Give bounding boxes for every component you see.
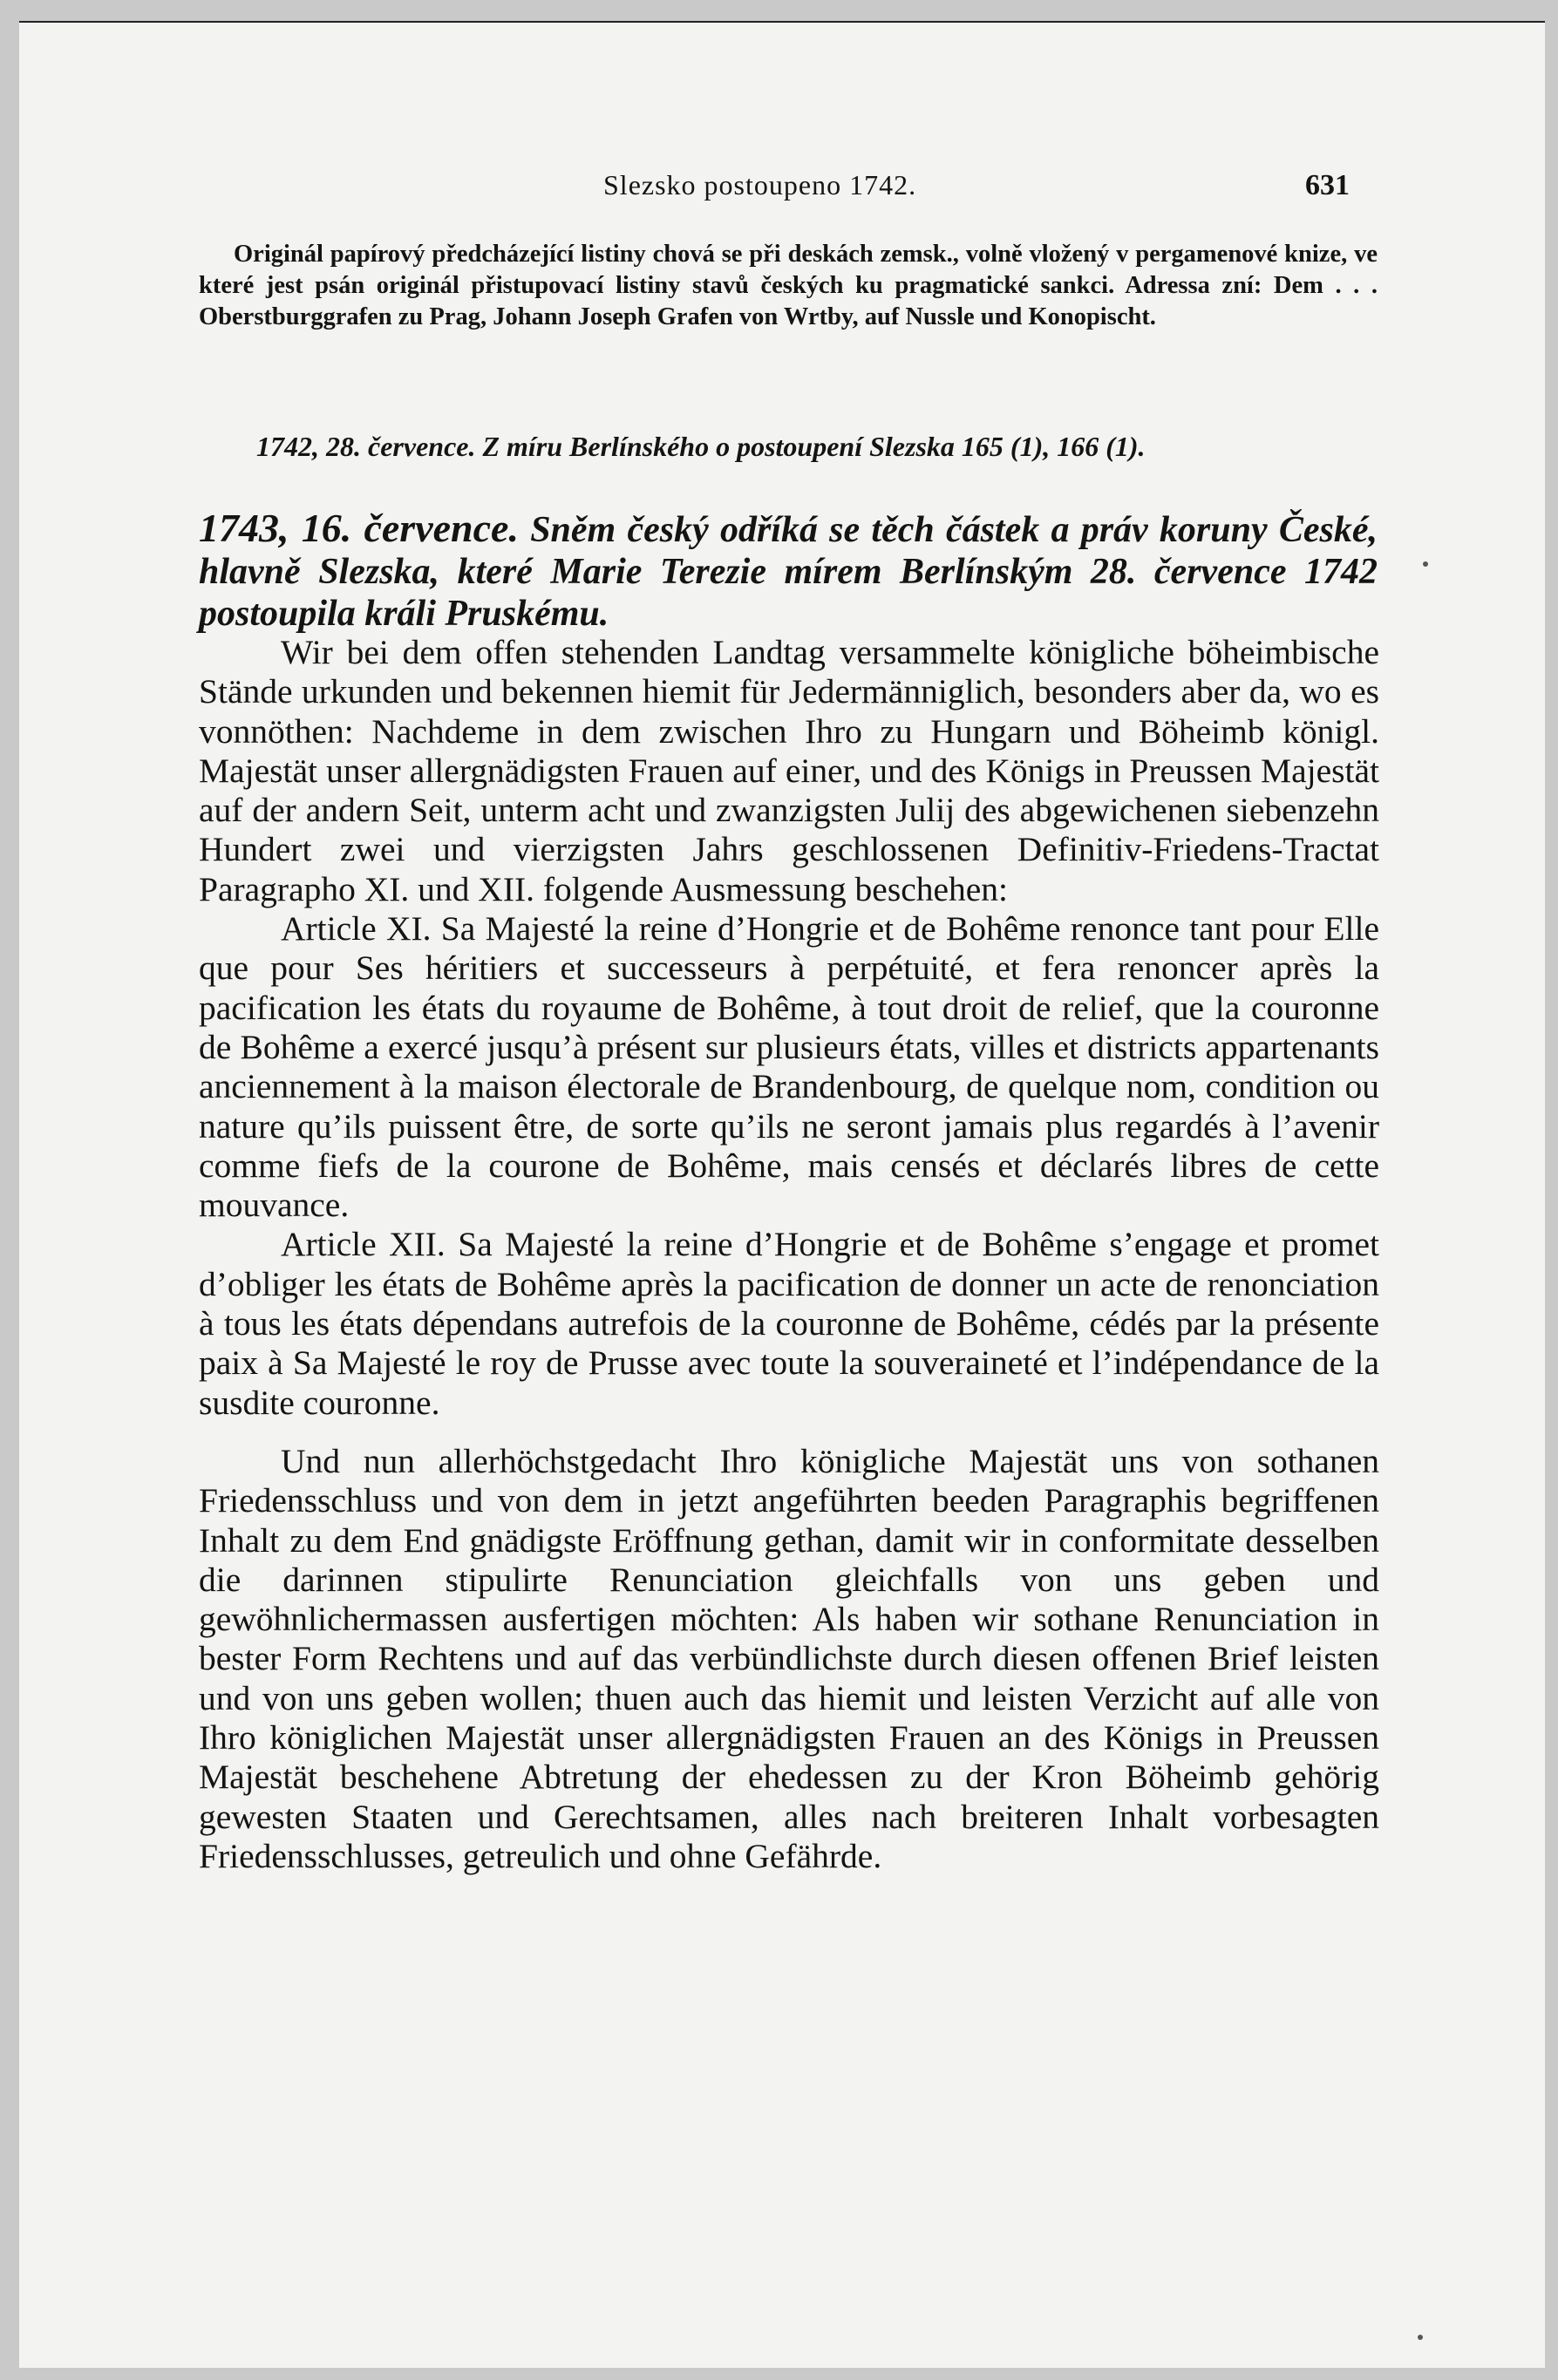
source-note [199,239,1378,333]
stray-ink-mark [1418,2335,1423,2340]
heading-title: Sněm český odříká se těch částek a práv koruny České, hlavně Slezska, které Marie Terezie mírem Berlínským 28. července 1742 postoupila králi Pruskému. [199,510,1378,634]
page-number: 631 [1305,169,1350,201]
heading-date: 1743, 16. července. [199,506,519,550]
document-body [199,633,1379,1876]
page-header [19,162,1545,214]
stray-ink-mark [1423,561,1428,567]
paragraph-1: Wir bei dem offen stehenden Landtag versammelte königliche böheimbische Stände urkunden und bekennen hiemit für Jedermänniglich, besonders aber da, wo es vonnöthen: Nachdeme in dem zwischen Ihro zu Hungarn und Böheimb königl. Majestät unser allergnädigsten Frauen auf einer, und des Königs in Preussen Majestät auf der andern Seit, unterm acht und zwanzigsten Julij des abgewichenen siebenzehn Hundert zwei und vierzigsten Jahrs geschlossenen Definitiv-Friedens-Tractat Paragrapho XI. und XII. folgende Ausmessung beschehen: [199,633,1379,908]
paragraph-2: Article XI. Sa Majesté la reine d’Hongrie et de Bohême renonce tant pour Elle que pour Ses héritiers et successeurs à perpétuité, et fera renoncer après la pacification les états du royaume de Bohême, à tout droit de relief, que la couronne de Bohême a exercé jusqu’à présent sur plusieurs états, villes et districts appartenants anciennement à la maison électorale de Brandenbourg, de quelque nom, condition ou nature qu’ils puissent être, de sorte qu’ils ne seront jamais plus regardés à l’avenir comme fiefs de la courone de Bohême, mais censés et déclarés libres de cette mouvance. [199,909,1379,1225]
cross-reference: 1742, 28. července. Z míru Berlínského o postoupení Slezska 165 (1), 166 (1). [256,431,1146,462]
paragraph-4: Und nun allerhöchstgedacht Ihro königliche Majestät uns von sothanen Friedensschluss und von dem in jetzt angeführten beeden Paragraphis begriffenen Inhalt zu dem End gnädigste Eröffnung gethan, damit wir in conformitate desselben die darinnen stipulirte Renunciation gleichfalls von uns geben und gewöhnlichermassen ausfertigen möchten: Als haben wir sothane Renunciation in bester Form Rechtens und auf das verbündlichste durch diesen offenen Brief leisten und von uns geben wollen; thuen auch das hiemit und leisten Verzicht auf alle von Ihro königlichen Majestät unser allergnädigsten Frauen an des Königs in Preussen Majestät beschehene Abtretung der ehedessen zu der Kron Böheimb gehörig gewesten Staaten und Gerechtsamen, alles nach breiteren Inhalt vorbesagten Friedensschlusses, getreulich und ohne Gefährde. [199,1441,1379,1875]
document-heading [199,507,1378,635]
source-note-text: Originál papírový předcházející listiny chová se při deskách zemsk., volně vložený v pergamenové knize, ve které jest psán originál přistupovací listiny stavů českých ku pragmatické sankci. Adressa zní: Dem . . . Oberstburggrafen zu Prag, Johann Joseph Grafen von Wrtby, auf Nussle und Konopischt. [199,241,1378,330]
paragraph-3: Article XII. Sa Majesté la reine d’Hongrie et de Bohême s’engage et promet d’obliger les états de Bohême après la pacification de donner un acte de renonciation à tous les états dépendans autrefois de la couronne de Bohême, cédés par la présente paix à Sa Majesté le roy de Prusse avec toute la souveraineté et l’indépendance de la susdite couronne. [199,1225,1379,1422]
book-page [19,21,1545,2368]
running-head: Slezsko postoupeno 1742. [603,169,917,201]
